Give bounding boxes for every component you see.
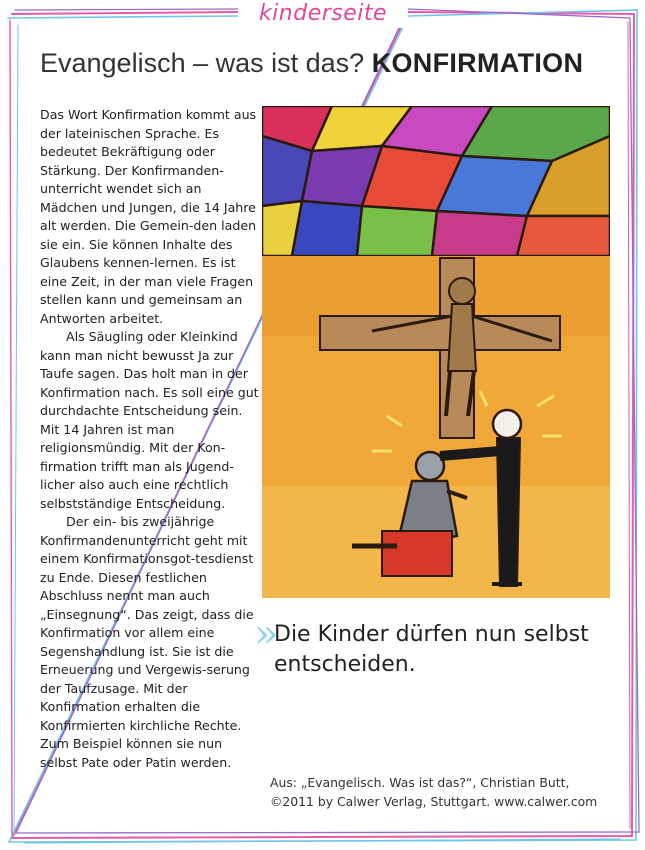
pull-quote [254, 611, 602, 680]
paragraph-1: Das Wort Konfirmation kommt aus der lateinischen Sprache. Es bedeutet Bekräftigung oder Stärkung. Der Konfirmanden-unterricht wendet sich an Mädchen und Jungen, die 14 Jahre alt werden. Die Gemein-den laden sie ein. Sie können Inhalte des Glaubens kennen-lernen. Es ist eine Zeit, in der man viele Fragen stellen kann und gemeinsam an Antworten arbeitet. [40, 107, 257, 326]
confirmation-painting [262, 106, 610, 598]
quote-mark-icon: » [254, 611, 279, 657]
title-strong: KONFIRMATION [371, 48, 584, 78]
quote-text: Die Kinder dürfen nun selbst entscheiden. [274, 622, 589, 677]
paragraph-2: Als Säugling oder Kleinkind kann man nicht bewusst Ja zur Taufe sagen. Das holt man in der Konfirmation nach. Es soll eine gut durchdachte Entscheidung sein. Mit 14 Jahren ist man religionsmündig. Mit der Kon-firmation trifft man als Jugend-licher also auch eine rechtlich selbstständige Entscheidung. [40, 329, 259, 511]
source-line-1: Aus: „Evangelisch. Was ist das?“, Christian Butt, [270, 775, 570, 790]
source-citation [270, 773, 620, 811]
page-title [40, 48, 620, 79]
source-line-2: ©2011 by Calwer Verlag, Stuttgart. www.calwer.com [270, 794, 598, 809]
article-body [40, 106, 262, 772]
paragraph-3: Der ein- bis zweijährige Konfirmandenunterricht geht mit einem Konfirmationsgot-tesdienst zu Ende. Diesen festlichen Abschluss nennt man auch „Einsegnung“. Das zeigt, dass die Konfirmation vor allem eine Segenshandlung ist. Sie ist die Erneuerung und Vergewis-serung der Taufzusage. Mit der Konfirmation erhalten die Konfirmierten kirchliche Rechte. Zum Beispiel können sie nun selbst Pate oder Patin werden. [40, 514, 254, 770]
title-prefix: Evangelisch – was ist das? [40, 48, 365, 78]
kinderseite-header: kinderseite [238, 0, 408, 28]
